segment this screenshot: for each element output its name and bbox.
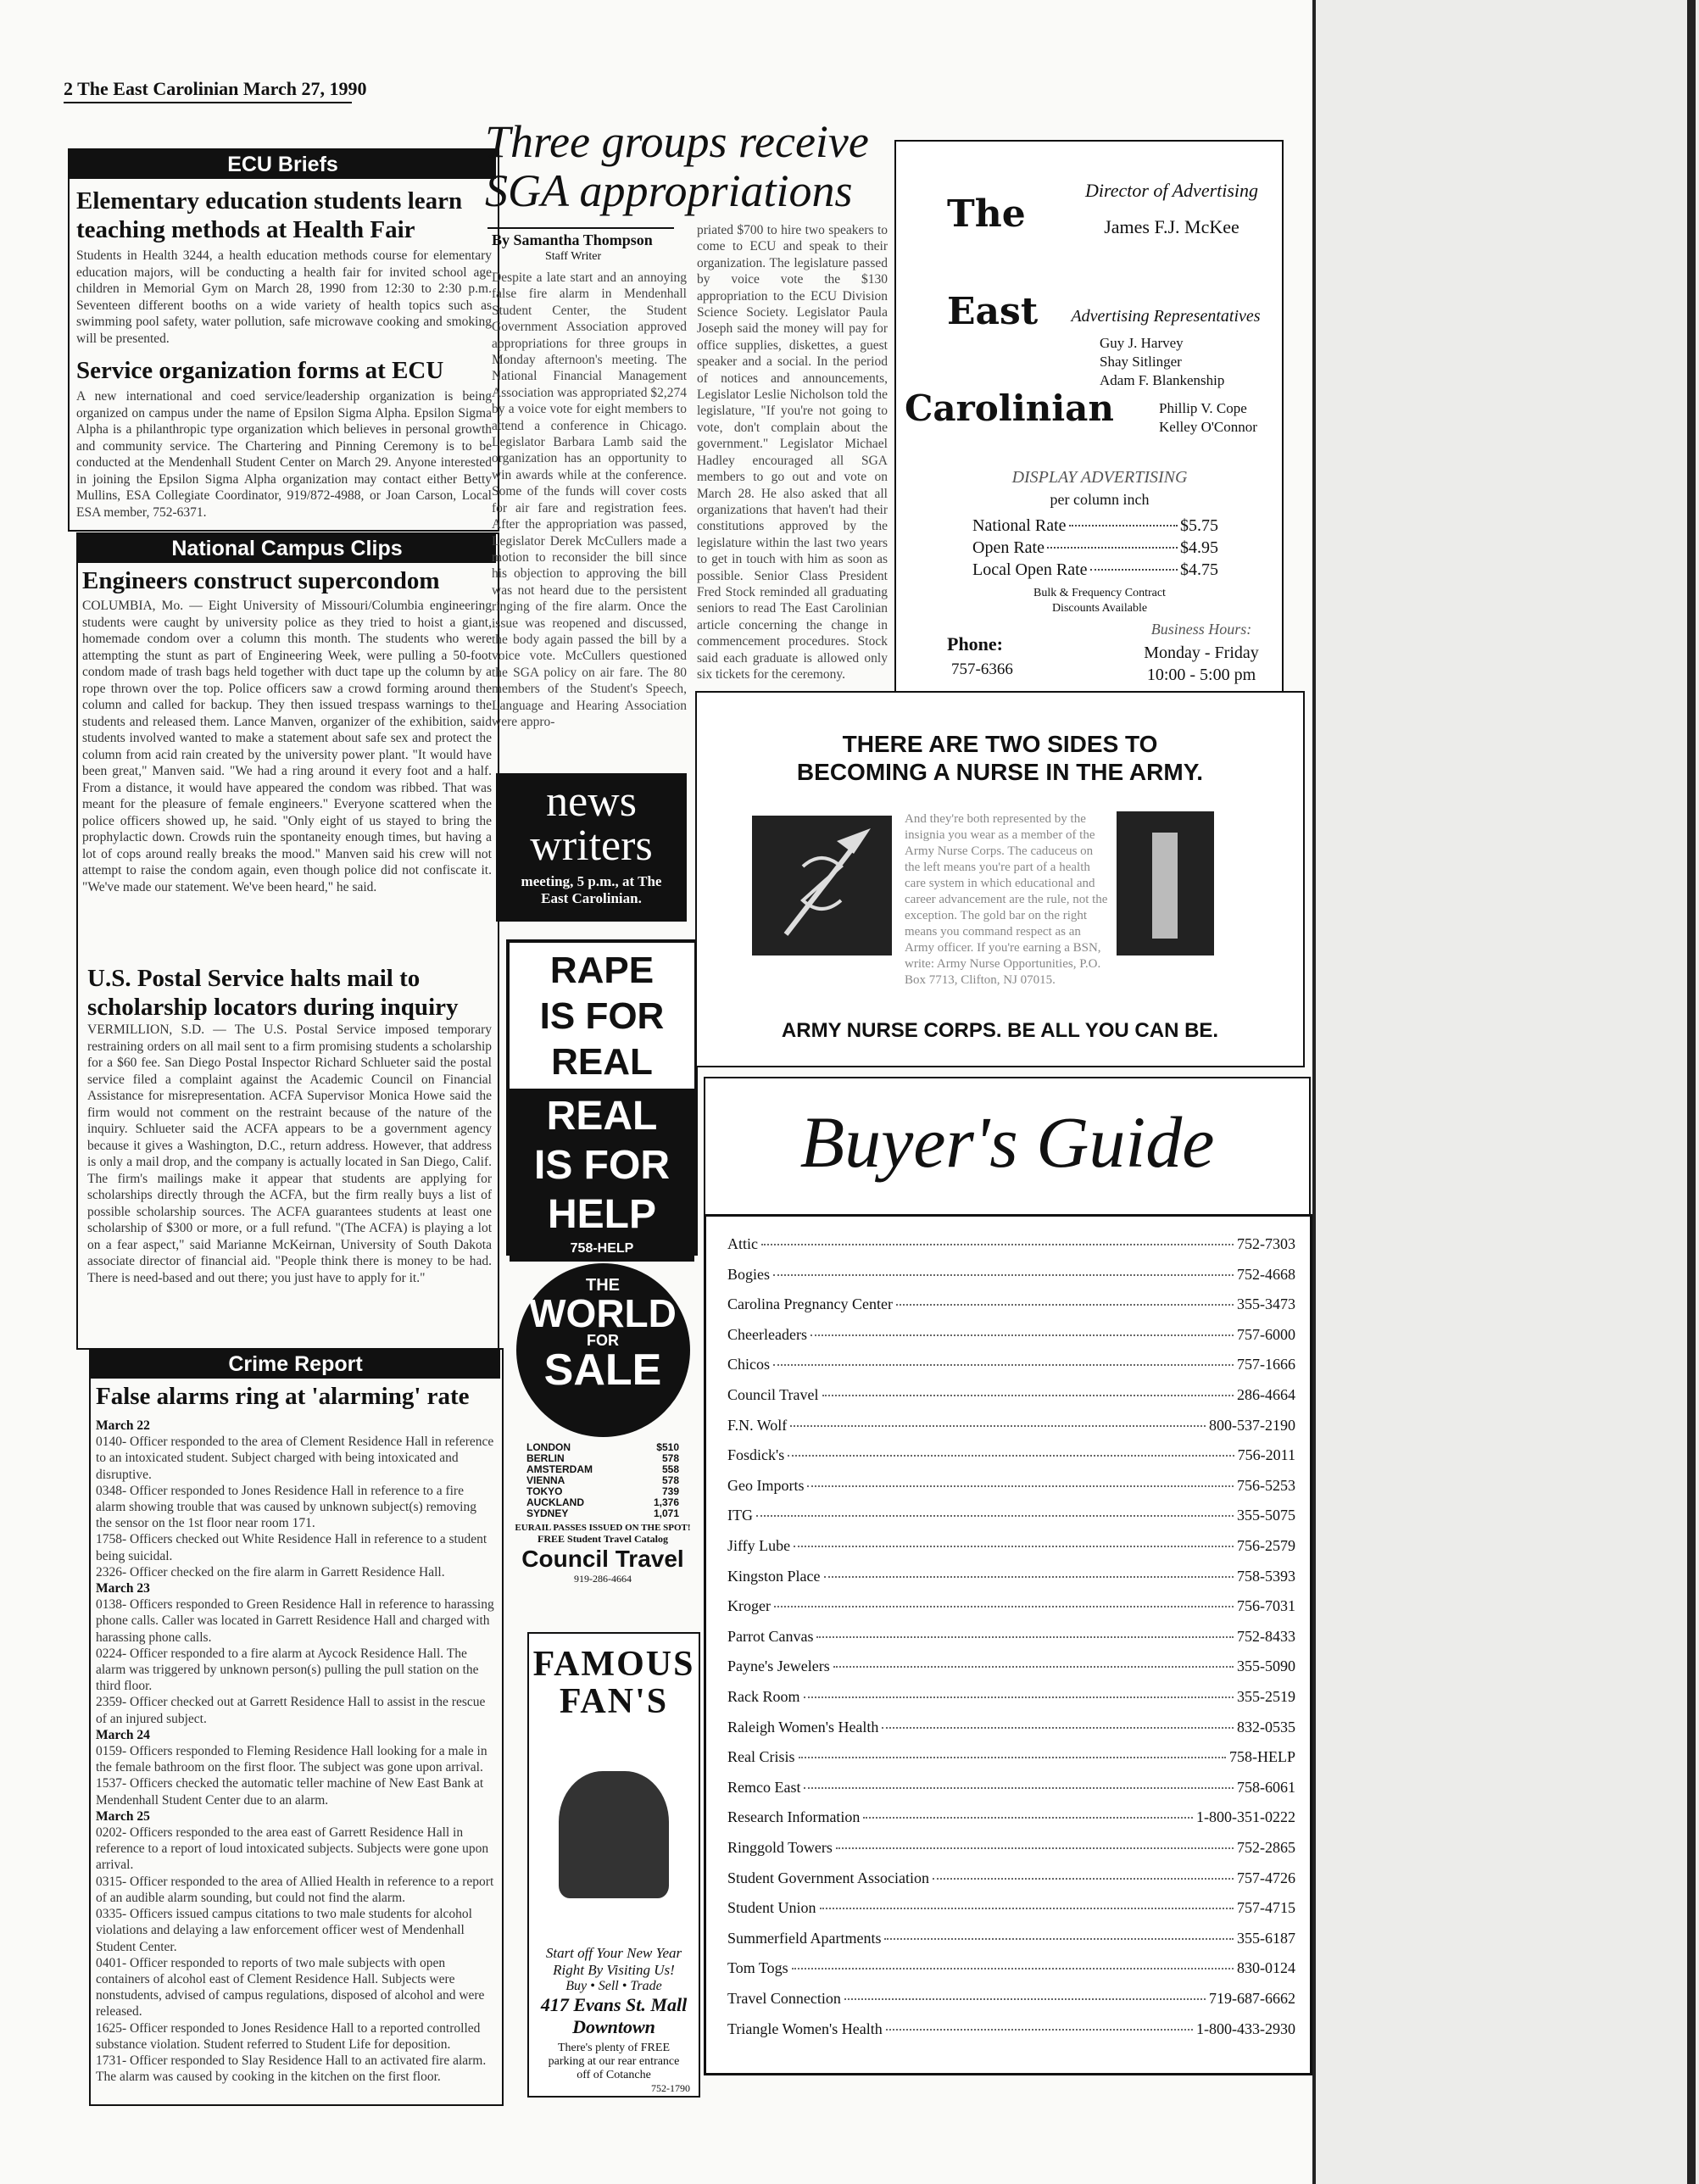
directory-row	[727, 1899, 1295, 1917]
directory-row	[727, 1477, 1295, 1495]
brief-1-headline: Elementary education students learn teaching methods at Health Fair	[76, 187, 463, 243]
directory-leader	[884, 1938, 1234, 1940]
directory-phone: 752-2865	[1237, 1839, 1295, 1856]
directory-name: Real Crisis	[727, 1748, 795, 1766]
masthead-carolinian: Carolinian	[905, 387, 1114, 429]
business-hours: 10:00 - 5:00 pm	[1146, 666, 1256, 684]
folio-rule	[64, 102, 352, 103]
directory-row	[727, 1386, 1295, 1404]
crime-entry: 0335- Officers issued campus citations to two male students for alcohol violations and delaying a law enforcement officer west of Mendenhall Student Center.	[96, 1907, 472, 1954]
directory-phone: 758-5393	[1237, 1567, 1295, 1585]
news-ad-line1: news	[546, 777, 637, 826]
directory-phone: 756-2579	[1237, 1537, 1295, 1554]
directory-leader	[816, 1636, 1234, 1638]
directory-phone: 756-7031	[1237, 1597, 1295, 1615]
directory-name: Research Information	[727, 1808, 861, 1826]
discounts-available: Discounts Available	[1051, 602, 1148, 615]
famous-ad-logo: FAMOUS FAN'S	[532, 1645, 695, 1721]
crime-report-heading: Crime Report	[91, 1350, 500, 1379]
clip-1-body: COLUMBIA, Mo. — Eight University of Missouri/Columbia engineering students were caught by university police as they tried to hoist a giant, homemade condom over a column this month. The students who were attempting the stunt as part of Engineering Week, were pulling a 50-foot condom made of trash bags held together with duct tape up the column by a rope thrown over the top. Police officers saw a crowd forming around the column and called for backup. They then issued trespass warnings to the students and released them. Lance Manven, organizer of the exhibition, said students involved wanted to make a statement about safe sex and protect the column from acid rain created by the university power plant. "It would have been great," Manven said. "We had a ring around it every foot and a half. From a distance, it would have appeared the condom was ribbed. That was meant for the pleasure of female engineers." Everyone scattered when the police officers showed up, he said. "Only eight of us stayed to bring the prophylactic down. Crowds ruin the spontaneity enough times, but having a lot of cops around really breaks the mood." Manven said his crew will not attempt to raise the condom again, even though police did not confiscate it. "We've made our statement. We've been heard," he said.	[82, 599, 492, 894]
directory-name: Summerfield Apartments	[727, 1929, 882, 1947]
fare-row	[526, 1508, 679, 1519]
director-name: James F.J. McKee	[1104, 216, 1239, 237]
directory-row	[727, 1808, 1295, 1826]
phone-label: Phone:	[947, 633, 1003, 655]
directory-name: Council Travel	[727, 1386, 819, 1403]
rate-row	[972, 559, 1218, 581]
rate-label: Open Rate	[972, 538, 1044, 557]
directory-leader	[804, 1696, 1234, 1698]
directory-name: Rack Room	[727, 1688, 800, 1705]
directory-name: ITG	[727, 1507, 753, 1524]
directory-phone: 752-8433	[1237, 1627, 1295, 1645]
crime-entry: 1731- Officer responded to Slay Residence Hall to an activated fire alarm. The alarm was caused by cooking in the kitchen on the first floor.	[96, 2053, 487, 2085]
fare-city: TOKYO	[526, 1485, 563, 1497]
directory-row	[727, 1537, 1295, 1555]
fare-price: 1,376	[653, 1496, 679, 1508]
directory-name: Geo Imports	[727, 1476, 805, 1494]
travel-ad-sale: SALE	[543, 1346, 662, 1395]
rape-ad-phone: 758-HELP	[570, 1241, 634, 1256]
real-crisis-ad	[506, 939, 698, 1256]
directory-leader	[896, 1304, 1234, 1306]
directory-leader	[794, 1546, 1234, 1547]
sga-byline-role: Staff Writer	[545, 250, 602, 263]
crime-entries	[96, 1418, 494, 2096]
directory-leader	[773, 1274, 1234, 1276]
buyers-guide-header	[704, 1077, 1311, 1216]
crime-entry: 1625- Officer responded to Jones Residence Hall to a reported controlled substance violation. Student referred to Student Life for deposition.	[96, 2020, 481, 2052]
director-title: Director of Advertising	[1084, 180, 1259, 201]
fare-price: 558	[661, 1463, 679, 1475]
directory-name: Tom Togs	[727, 1959, 788, 1977]
rate-value: $5.75	[1180, 516, 1218, 535]
adjacent-page-edge	[1312, 0, 1699, 2184]
crime-entry: 0159- Officers responded to Fleming Residence Hall looking for a male in the female bathroom on the first floor. The subject was gone upon arrival.	[96, 1744, 487, 1775]
directory-phone: 757-6000	[1237, 1325, 1295, 1343]
directory-leader	[820, 1908, 1234, 1909]
travel-ad-world: WORLD	[529, 1291, 677, 1335]
rape-ad-inv-line3: HELP	[547, 1192, 656, 1237]
directory-row	[727, 1446, 1295, 1464]
sga-column-1: Despite a late start and an annoying false fire alarm in Mendenhall Student Center, the Student Government Association approved appropriations for three groups in Monday afternoon's meeting. The National Financial Management Association was appropriated $2,274 by a voice vote for eight members to attend a conference in Chicago. Legislator Barbara Lamb said the organization has an opportunity to win awards while at the conference. Some of the funds will cover costs for air fare and registration fees. After the appropriation was passed, Legislator Derek McCullers made a motion to reconsider the bill since his objection to approving the bill was not heard due to the persistent ringing of the fire alarm. Once the issue was reopened and discussed, the body again passed the bill by a voice vote. McCullers questioned the SGA policy on air fare. The 80 members of the Student's Speech, Language and Hearing Association were appro-	[492, 270, 687, 729]
directory-phone: 758-HELP	[1229, 1748, 1295, 1766]
fare-city: VIENNA	[526, 1474, 565, 1486]
directory-leader	[761, 1244, 1234, 1245]
directory-leader	[788, 1455, 1234, 1457]
rate-value: $4.95	[1180, 538, 1218, 557]
crime-entry: 1758- Officers checked out White Residence Hall in reference to a student being suicidal.	[96, 1532, 487, 1563]
rape-ad-inv-line2: IS FOR	[533, 1143, 670, 1188]
scan-edge-strip	[1687, 0, 1696, 2184]
directory-name: Ringgold Towers	[727, 1839, 833, 1856]
directory-leader	[833, 1666, 1234, 1668]
news-ad-place: East Carolinian.	[541, 890, 642, 906]
fare-city: SYDNEY	[526, 1507, 569, 1519]
directory-phone: 286-4664	[1237, 1386, 1295, 1403]
directory-name: Kroger	[727, 1597, 771, 1615]
fare-city: AMSTERDAM	[526, 1463, 593, 1475]
directory-name: Fosdick's	[727, 1446, 785, 1464]
directory-row	[727, 1719, 1295, 1736]
buyers-guide-title: Buyer's Guide	[799, 1101, 1215, 1183]
rape-ad-line2: IS FOR	[539, 995, 665, 1037]
travel-ad-catalog: FREE Student Travel Catalog	[538, 1533, 668, 1545]
directory-phone: 757-4715	[1237, 1899, 1295, 1917]
rate-value: $4.75	[1180, 560, 1218, 579]
rape-ad-line1: RAPE	[549, 950, 655, 991]
fare-price: $510	[656, 1441, 679, 1453]
brief-2-headline: Service organization forms at ECU	[76, 357, 444, 384]
rate-label: Local Open Rate	[972, 560, 1088, 579]
directory-row	[727, 1688, 1295, 1706]
directory-name: Student Government Association	[727, 1869, 929, 1886]
directory-leader	[792, 1968, 1234, 1970]
travel-ad-brand: Council Travel	[521, 1546, 684, 1572]
army-ad-headline-2: BECOMING A NURSE IN THE ARMY.	[796, 759, 1204, 785]
directory-phone: 757-4726	[1237, 1869, 1295, 1886]
directory-leader	[811, 1334, 1234, 1336]
famous-ad-address: 417 Evans St. Mall	[540, 1994, 688, 2015]
clip-1-headline: Engineers construct supercondom	[82, 567, 440, 594]
news-writers-ad	[496, 773, 687, 922]
directory-phone: 355-6187	[1237, 1929, 1295, 1947]
travel-ad-eurail: EURAIL PASSES ISSUED ON THE SPOT!	[515, 1523, 691, 1533]
directory-row	[727, 1628, 1295, 1646]
news-ad-line2: writers	[530, 822, 653, 870]
directory-phone: 1-800-351-0222	[1196, 1808, 1295, 1826]
directory-phone: 355-5075	[1237, 1507, 1295, 1524]
directory-phone: 752-7303	[1237, 1235, 1295, 1252]
directory-phone: 719-687-6662	[1209, 1990, 1295, 2007]
crime-entry: 0138- Officers responded to Green Residence Hall in reference to harassing phone calls. Caller was located in Garrett Residence Hall and charged with harassing phone calls.	[96, 1597, 494, 1645]
advertising-info-box	[894, 140, 1284, 694]
directory-name: Raleigh Women's Health	[727, 1718, 879, 1736]
caduceus-insignia-image	[752, 816, 892, 956]
directory-phone: 355-5090	[1237, 1658, 1295, 1675]
fare-city: LONDON	[526, 1441, 571, 1453]
fare-table	[526, 1442, 679, 1519]
crime-entry: 2326- Officer checked on the fire alarm in Garrett Residence Hall.	[96, 1564, 445, 1580]
directory-phone: 757-1666	[1237, 1356, 1295, 1373]
famous-ad-parking: There's plenty of FREE parking at our rear entrance off of Cotanche	[548, 2042, 680, 2081]
rep-3: Adam F. Blankenship	[1100, 372, 1225, 388]
rape-ad-inv-line1: REAL	[546, 1094, 658, 1139]
crime-entry: 0140- Officer responded to the area of Clement Residence Hall in reference to an intoxicated student. Subject charged with being intoxicated and disruptive.	[96, 1435, 494, 1482]
directory-row	[727, 1658, 1295, 1675]
directory-row	[727, 1356, 1295, 1373]
masthead-east: East	[947, 290, 1039, 333]
directory-row	[727, 1930, 1295, 1947]
directory-row	[727, 1507, 1295, 1524]
famous-ad-services: Buy • Sell • Trade	[565, 1979, 662, 1993]
business-days: Monday - Friday	[1144, 644, 1259, 662]
directory-row	[727, 1417, 1295, 1435]
crime-entry: 0348- Officer responded to Jones Residence Hall in reference to a fire alarm showing trouble that was caused by unknown subject(s) removing the sensor on the 1st floor near room 171.	[96, 1483, 476, 1531]
directory-leader	[822, 1395, 1234, 1396]
fare-city: BERLIN	[526, 1452, 565, 1464]
army-ad-body: And they're both represented by the insignia you wear as a member of the Army Nurse Corps. The caduceus on the left means you're part of a health care system in which educational and career advancement are the rule, not the exception. The gold bar on the right means you command respect as an Army officer. If you're earning a BSN, write: Army Nurse Opportunities, P.O. Box 7713, Clifton, NJ 07015.	[905, 812, 1108, 987]
directory-phone: 830-0124	[1237, 1959, 1295, 1977]
directory-leader	[882, 1727, 1234, 1729]
fare-price: 578	[661, 1474, 679, 1486]
business-hours-title: Business Hours:	[1150, 621, 1252, 638]
ecu-briefs-heading: ECU Briefs	[70, 150, 496, 179]
directory-leader	[756, 1515, 1234, 1517]
rate-row	[972, 537, 1218, 559]
directory-leader	[790, 1425, 1206, 1427]
directory-phone: 756-2011	[1237, 1446, 1295, 1464]
directory-name: Student Union	[727, 1899, 816, 1917]
masthead-the: The	[947, 192, 1026, 236]
display-advertising-title: DISPLAY ADVERTISING	[1011, 468, 1188, 487]
directory-phone: 355-3473	[1237, 1295, 1295, 1313]
bulk-contract: Bulk & Frequency Contract	[1033, 587, 1166, 599]
directory-name: Attic	[727, 1235, 758, 1252]
fare-price: 1,071	[653, 1507, 679, 1519]
crime-entry: 1537- Officers checked the automatic teller machine of New East Bank at Mendenhall Student Center due to an alarm.	[96, 1776, 484, 1808]
crime-date: March 23	[96, 1581, 150, 1596]
directory-row	[727, 1266, 1295, 1284]
directory-name: Carolina Pregnancy Center	[727, 1295, 893, 1313]
crime-entry: 0224- Officer responded to a fire alarm at Aycock Residence Hall. The alarm was triggered by unknown person(s) pulling the pull station on the third floor.	[96, 1646, 479, 1694]
directory-row	[727, 1568, 1295, 1585]
army-ad-headline-1: THERE ARE TWO SIDES TO	[842, 731, 1158, 757]
directory-row	[727, 1839, 1295, 1857]
directory-row	[727, 1295, 1295, 1313]
directory-name: Parrot Canvas	[727, 1627, 814, 1645]
directory-name: Chicos	[727, 1356, 771, 1373]
crime-date: March 25	[96, 1808, 150, 1824]
directory-leader	[933, 1878, 1234, 1880]
travel-ad-the: THE	[586, 1276, 620, 1295]
directory-name: Cheerleaders	[727, 1325, 807, 1343]
directory-row	[727, 2020, 1295, 2038]
directory-name: Triangle Women's Health	[727, 2020, 883, 2037]
sga-column-2: priated $700 to hire two speakers to come to ECU and speak to their organization. The legislature passed by voice vote the $130 appropriation to the ECU Division Science Society. Legislator Paula Joseph said the money will pay for office supplies, diskettes, a guest speaker and a social. In the period of notices and announcements, Legislator Leslie Nicholson told the legislature, "If you're not going to vote, don't complain about the government." Legislator Michael Hadley encouraged all SGA members to go out and vote on March 28. He also asked that all organizations that haven't had their constitutions approved by the legislature within the last two years to get in touch with him as soon as possible. Senior Class President Fred Stock reminded all graduating seniors to read The East Carolinian article concerning the change in commencement procedures. Stock said each graduate is allowed only six tickets for the ceremony.	[697, 223, 888, 682]
brief-1-body: Students in Health 3244, a health education methods course for elementary education majors, will be conducting a health fair for invited school age children in Memorial Gym on March 28, 1990 from 12:30 to 2:30 p.m. Seventeen different booths on a wide variety of health topics such as swimming pool safety, water pollution, safe microwave cooking and smoking will be presented.	[76, 248, 492, 346]
reps-title: Advertising Representatives	[1071, 307, 1261, 326]
crime-date: March 22	[96, 1418, 150, 1433]
sga-headline: Three groups receive SGA appropriations	[485, 116, 869, 216]
council-travel-ad	[514, 1263, 692, 1619]
famous-ad-illustration	[559, 1771, 669, 1898]
directory-leader	[863, 1817, 1193, 1819]
sga-byline: By Samantha Thompson	[492, 231, 653, 248]
fare-price: 578	[661, 1452, 679, 1464]
directory-name: Jiffy Lube	[727, 1537, 791, 1554]
clip-2-headline: U.S. Postal Service halts mail to scholarship locators during inquiry	[87, 965, 459, 1021]
directory-phone: 752-4668	[1237, 1265, 1295, 1283]
clip-2-body: VERMILLION, S.D. — The U.S. Postal Service imposed temporary restraining orders on all mail sent to a firm promising students a scholarship for a $60 fee. San Diego Postal Inspector Richard Schlueter said the postal service filed a complaint against the Academic Council on Financial Assistance for misrepresentation. ACFA Supervisor Monica Howe said the firm would not comment on the restraint because of the nature of the inquiry. Schlueter said the ACFA appears to be a government agency because it gives a Washington, D.C., return address. However, that address is only a mail drop, and the company is actually located in San Diego, Calif. The firm's mailings make it appear that students are applying for scholarships directly through the ACFA, but the firm really buys a list of possible scholarship sources. The ACFA guarantees students at least one scholarship of $300 or more, or a full refund. "(The ACFA) is playing a lot on a fear aspect," said Marianne McKeirnan, University of South Dakota associate director of financial aid. "People think there is money to be had. There is need-based and out there; you just have to apply for it."	[87, 1022, 492, 1285]
directory-row	[727, 1235, 1295, 1253]
travel-ad-for: FOR	[587, 1332, 619, 1349]
famous-fans-ad	[527, 1632, 700, 2098]
famous-ad-downtown: Downtown	[572, 2016, 655, 2037]
campus-clips-heading: National Campus Clips	[78, 534, 496, 563]
directory-name: Bogies	[727, 1265, 771, 1283]
byline-rule	[487, 227, 674, 229]
travel-ad-phone: 919-286-4664	[574, 1573, 632, 1585]
directory-leader	[773, 1364, 1234, 1366]
directory-leader	[804, 1787, 1234, 1789]
rep-5: Kelley O'Connor	[1159, 419, 1257, 435]
directory-row	[727, 1779, 1295, 1797]
directory-name: Travel Connection	[727, 1990, 841, 2007]
directory-name: F.N. Wolf	[727, 1416, 788, 1434]
crime-entry: 0202- Officers responded to the area east of Garrett Residence Hall in reference to a report of loud intoxicated subjects. Subjects were gone upon arrival.	[96, 1825, 489, 1873]
directory-leader	[824, 1576, 1234, 1578]
directory-row	[727, 1959, 1295, 1977]
directory-row	[727, 1990, 1295, 2008]
crime-headline: False alarms ring at 'alarming' rate	[96, 1383, 470, 1410]
army-nurse-ad	[695, 691, 1305, 1067]
crime-entry: 0401- Officer responded to reports of two male subjects with open containers of alcohol east of Clement Residence Hall. Subjects were nonstudents, advised of campus regulations, disposed of alcohol and were released.	[96, 1955, 485, 2020]
directory-phone: 1-800-433-2930	[1196, 2020, 1295, 2037]
directory-phone: 800-537-2190	[1209, 1416, 1295, 1434]
rate-label: National Rate	[972, 516, 1067, 535]
rep-4: Phillip V. Cope	[1159, 400, 1247, 416]
directory-row	[727, 1869, 1295, 1887]
directory-leader	[774, 1606, 1234, 1607]
fare-price: 739	[661, 1485, 679, 1497]
gold-bar-insignia-image	[1117, 811, 1214, 956]
rep-1: Guy J. Harvey	[1100, 335, 1184, 351]
directory-phone: 355-2519	[1237, 1688, 1295, 1705]
crime-entry: 0315- Officer responded to the area of Allied Health in reference to a report of an audible alarm sounding, but could not find the alarm.	[96, 1874, 494, 1905]
army-ad-tagline: ARMY NURSE CORPS. BE ALL YOU CAN BE.	[781, 1019, 1219, 1042]
directory-phone: 758-6061	[1237, 1778, 1295, 1796]
directory-row	[727, 1326, 1295, 1344]
rape-ad-line3: REAL	[551, 1041, 653, 1083]
rate-list	[972, 515, 1218, 581]
famous-ad-phone: 752-1790	[651, 2082, 690, 2094]
directory-leader	[844, 1998, 1206, 2000]
directory-leader	[836, 1847, 1234, 1849]
directory-name: Remco East	[727, 1778, 801, 1796]
rep-2: Shay Sitlinger	[1100, 354, 1182, 370]
crime-entry: 2359- Officer checked out at Garrett Residence Hall to assist in the rescue of an injured subject.	[96, 1695, 486, 1726]
phone-number: 757-6366	[951, 660, 1013, 678]
fare-city: AUCKLAND	[526, 1496, 584, 1508]
buyers-guide-directory	[704, 1214, 1312, 2075]
directory-row	[727, 1748, 1295, 1766]
world-for-sale-globe	[516, 1263, 690, 1437]
famous-ad-tagline: Start off Your New Year Right By Visiting Us!	[545, 1945, 682, 1978]
directory-name: Payne's Jewelers	[727, 1658, 830, 1675]
directory-leader	[807, 1485, 1234, 1487]
per-column-inch: per column inch	[1050, 491, 1150, 508]
brief-2-body: A new international and coed service/leadership organization is being organized on campus under the name of Epsilon Sigma Alpha. Epsilon Sigma Alpha is a philanthropic type organization which believes in personal growth and community service. The Chartering and Pinning Ceremony is to be conducted at the Mendenhall Student Center on March 29. Anyone interested in joining the Epsilon Sigma Alpha organization may contact either Betty Mullins, ESA Collegiate Coordinator, 919/872-4988, or Joan Carson, Local ESA member, 752-6371.	[76, 389, 492, 520]
rate-row	[972, 515, 1218, 537]
news-ad-meeting: meeting, 5 p.m., at The	[521, 873, 662, 889]
directory-phone: 756-5253	[1237, 1476, 1295, 1494]
directory-leader	[799, 1757, 1227, 1758]
directory-name: Kingston Place	[727, 1567, 821, 1585]
folio: 2 The East Carolinian March 27, 1990	[64, 78, 367, 99]
crime-date: March 24	[96, 1727, 150, 1742]
directory-phone: 832-0535	[1237, 1718, 1295, 1736]
directory-row	[727, 1597, 1295, 1615]
directory-leader	[886, 2029, 1193, 2031]
